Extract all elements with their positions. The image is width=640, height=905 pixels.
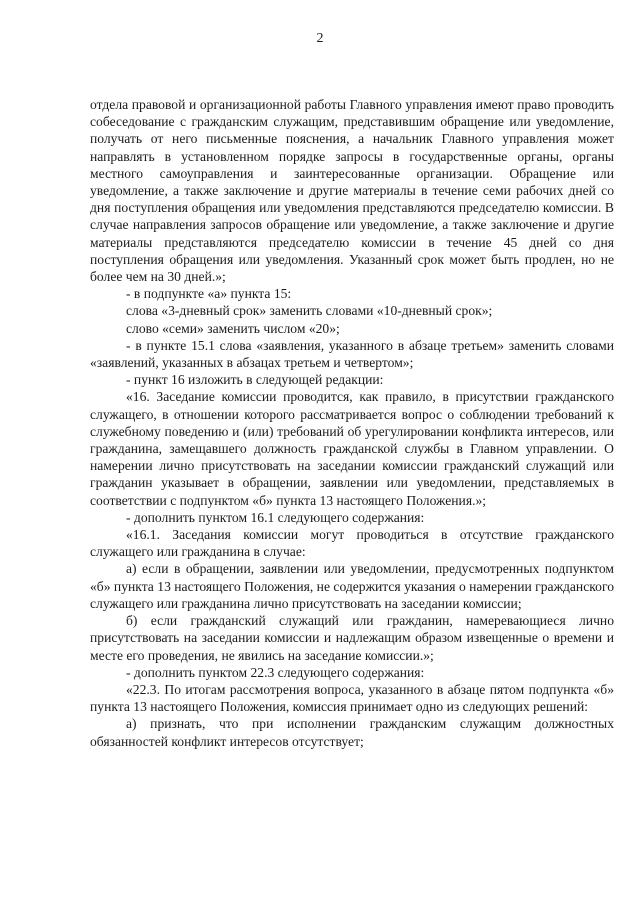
paragraph: - в подпункте «а» пункта 15: xyxy=(126,286,292,302)
paragraph: а) если в обращении, заявлении или уведомлении, предусмотренных подпунктом «б» пункта 13 настоящего Положения, не содержится указания о намерении гражданского служащего или гражданина лично присутствовать на заседании комиссии; xyxy=(90,561,614,611)
paragraph: - дополнить пунктом 16.1 следующего содержания: xyxy=(126,509,425,525)
paragraph: - пункт 16 изложить в следующей редакции: xyxy=(126,372,384,388)
page-number: 2 xyxy=(316,31,324,46)
paragraph: «16.1. Заседания комиссии могут проводиться в отсутствие гражданского служащего или гражданина в случае: xyxy=(90,527,614,560)
document-body xyxy=(90,96,614,750)
paragraph: а) признать, что при исполнении гражданским служащим должностных обязанностей конфликт интересов отсутствует; xyxy=(90,716,614,749)
paragraph: слова «3-дневный срок» заменить словами «10-дневный срок»; xyxy=(126,303,493,319)
paragraph: отдела правовой и организационной работы Главного управления имеют право проводить собеседование с гражданским служащим, представившим обращение или уведомление, получать от него письменные пояснения, а начальник Главного управления может направлять в установленном порядке запросы в государственные органы, органы местного самоуправления и заинтересованные организации. Обращение или уведомление, а также заключение и другие материалы в течение семи рабочих дней со дня поступления обращения или уведомления представляются председателю комиссии. В случае направления запросов обращение или уведомление, а также заключение и другие материалы представляются председателю комиссии в течение 45 дней со дня поступления обращения или уведомления. Указанный срок может быть продлен, но не более чем на 30 дней.»; xyxy=(90,97,614,285)
paragraph: слово «семи» заменить числом «20»; xyxy=(126,320,340,336)
paragraph: «22.3. По итогам рассмотрения вопроса, указанного в абзаце пятом подпункта «б» пункта 13 настоящего Положения, комиссия принимает одно из следующих решений: xyxy=(90,681,614,715)
paragraph: - дополнить пунктом 22.3 следующего содержания: xyxy=(126,664,425,680)
paragraph: - в пункте 15.1 слова «заявления, указанного в абзаце третьем» заменить словами «заявлений, указанных в абзацах третьем и четвертом»; xyxy=(90,337,614,371)
paragraph: б) если гражданский служащий или гражданин, намеревающиеся лично присутствовать на заседании комиссии и надлежащим образом извещенные о времени и месте его проведения, не явились на заседание комиссии.»; xyxy=(90,613,614,663)
paragraph: «16. Заседание комиссии проводится, как правило, в присутствии гражданского служащего, в отношении которого рассматривается вопрос о соблюдении требований к служебному поведению и (или) требований об урегулировании конфликта интересов, или гражданина, замещавшего должность гражданской службы в Главном управлении. О намерении лично присутствовать на заседании комиссии гражданский служащий или гражданин указывает в обращении, заявлении или уведомлении, представляемых в соответствии с подпунктом «б» пункта 13 настоящего Положения.»; xyxy=(90,389,614,508)
